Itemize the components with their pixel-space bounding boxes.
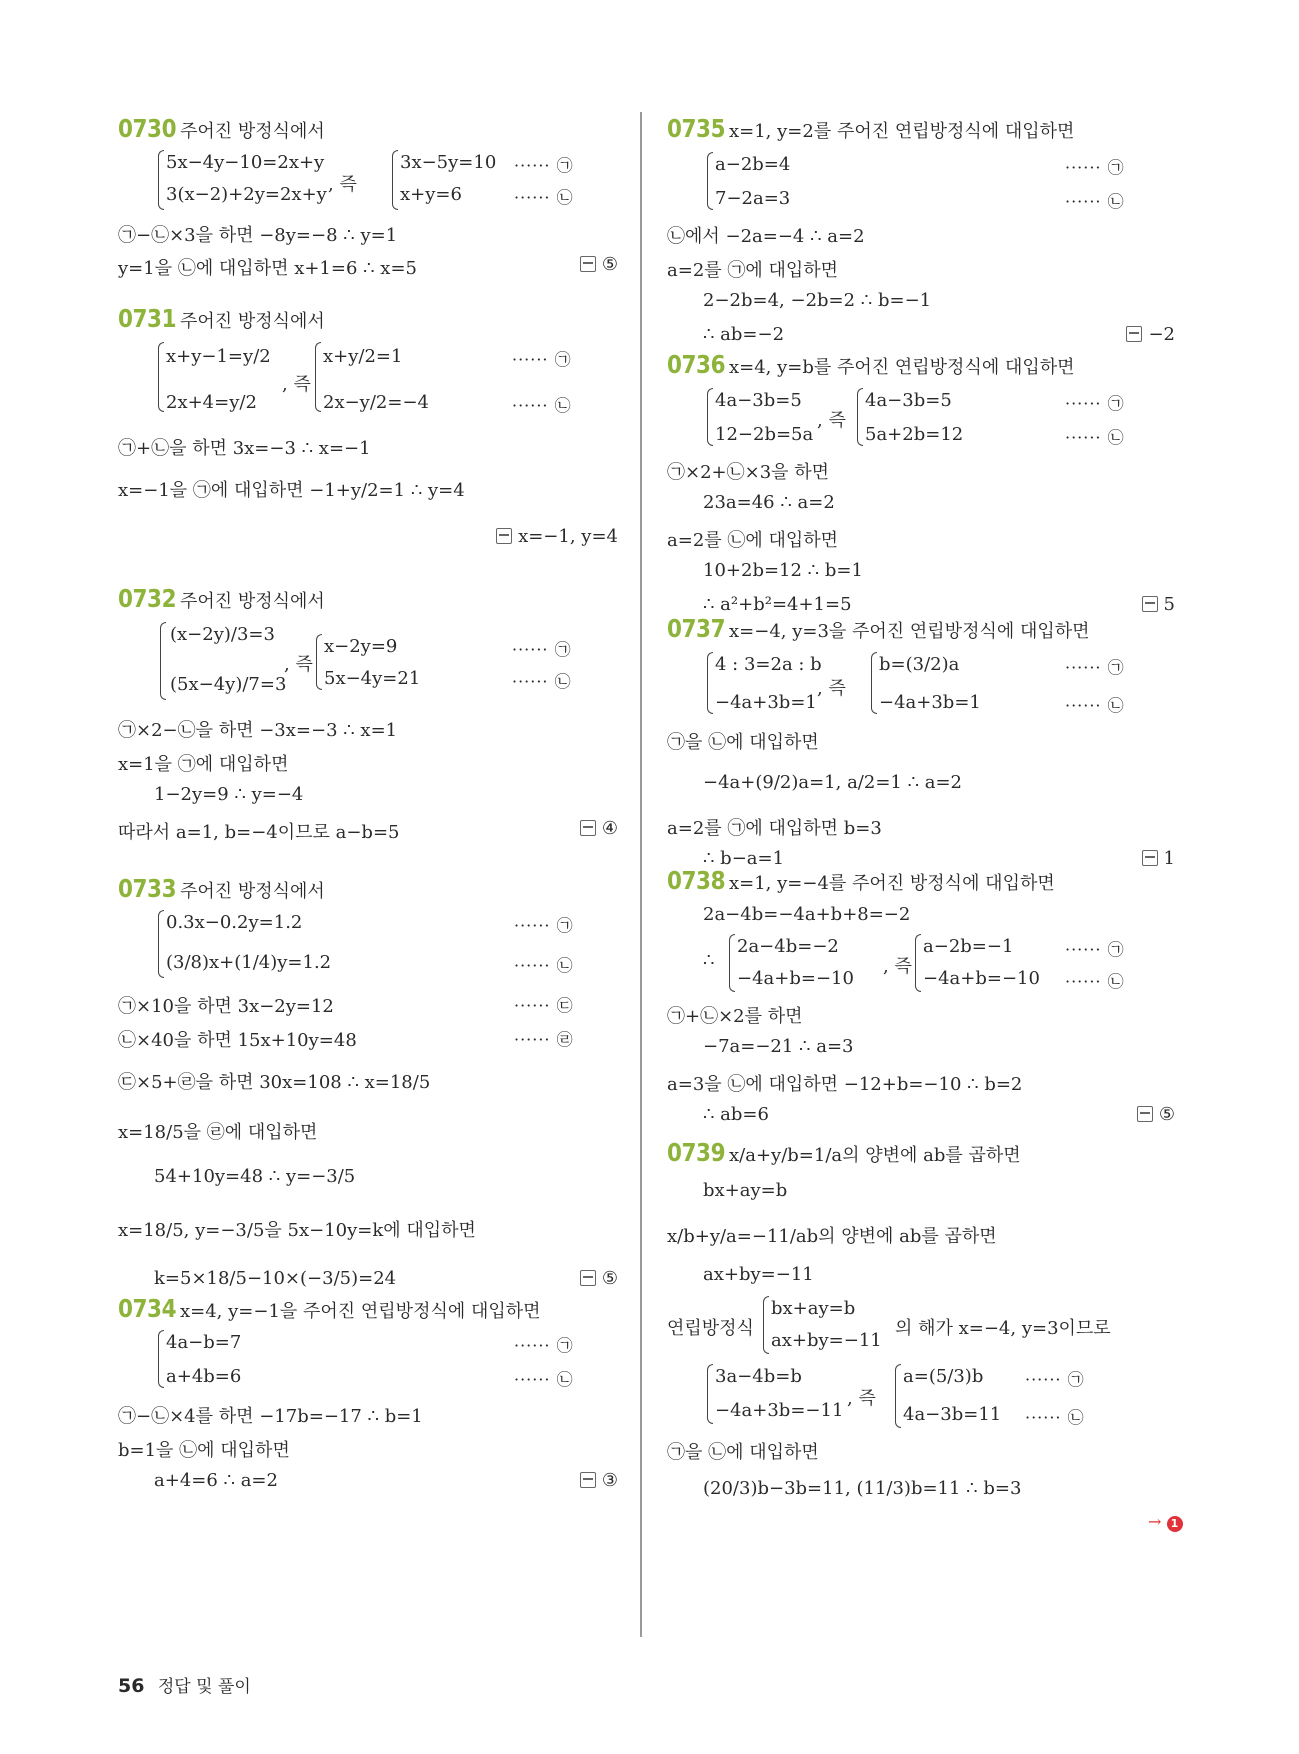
answer-icon [580, 820, 596, 836]
answer-value: ⑤ [1158, 1104, 1175, 1125]
answer-box [580, 254, 618, 275]
system-brace [316, 634, 322, 690]
problem-number: 0738 [667, 866, 726, 895]
system-brace [857, 388, 863, 446]
answer-box [580, 818, 618, 839]
equation-label: ······ ㉠ [514, 156, 574, 175]
solution-line: 연립방정식 [667, 1318, 754, 1339]
marker-note [1148, 1512, 1183, 1532]
problem-intro: 주어진 방정식에서 [180, 881, 325, 902]
problem-number: 0731 [118, 304, 177, 333]
equation-label: ······ ㉡ [512, 396, 572, 415]
solution-line: a−2b=−1 [923, 936, 1014, 957]
equation-label: ······ ㉠ [514, 1336, 574, 1355]
equation-label: ······ ㉠ [1065, 940, 1125, 959]
answer-value: −2 [1148, 324, 1175, 345]
problem-number: 0734 [118, 1294, 177, 1323]
section-title: 정답 및 풀이 [157, 1677, 251, 1697]
answer-box [1126, 324, 1175, 345]
solution-line: 4a−3b=5 [715, 390, 802, 411]
marker-arrow: → [1148, 1512, 1162, 1531]
solution-line: , 즉 [328, 174, 357, 195]
solution-line: ㉠을 ㉡에 대입하면 [667, 732, 819, 753]
answer-icon [1137, 1106, 1153, 1122]
system-brace [315, 342, 321, 412]
solution-line: ax+by=−11 [703, 1264, 814, 1285]
solution-line: ∴ ab=6 [703, 1104, 769, 1125]
solution-line: a+4=6 ∴ a=2 [154, 1470, 278, 1491]
solution-line: , 즉 [284, 654, 313, 675]
answer-value: 1 [1163, 848, 1175, 869]
solution-line: 1−2y=9 ∴ y=−4 [154, 784, 304, 805]
problem-intro: 주어진 방정식에서 [180, 591, 325, 612]
solution-line: 54+10y=48 ∴ y=−3/5 [154, 1166, 356, 1187]
answer-box [1137, 1104, 1175, 1125]
solution-line: ㉠+㉡을 하면 3x=−3 ∴ x=−1 [118, 438, 371, 459]
problem-number: 0739 [667, 1138, 726, 1167]
solution-line: ㉠×10을 하면 3x−2y=12 [118, 996, 334, 1017]
answer-icon [1126, 326, 1142, 342]
problem-header [667, 344, 1175, 384]
solution-line: bx+ay=b [703, 1180, 788, 1201]
solution-line: bx+ay=b [771, 1298, 856, 1319]
answer-value: 5 [1163, 594, 1175, 615]
problem-header [667, 1132, 1175, 1172]
problem-0739 [667, 1132, 1175, 1499]
problem-header [667, 860, 1175, 900]
problem-intro: x=4, y=b를 주어진 연립방정식에 대입하면 [729, 357, 1075, 378]
solution-line: (3/8)x+(1/4)y=1.2 [166, 952, 332, 973]
solution-line: , 즉 [817, 678, 846, 699]
solution-line: ㉠×2+㉡×3을 하면 [667, 462, 830, 483]
equation-label: ······ ㉡ [1065, 972, 1125, 991]
answer-value: x=−1, y=4 [518, 526, 618, 547]
equation-label: ······ ㉣ [514, 1030, 574, 1049]
problem-header [667, 608, 1175, 648]
solution-line: 2a−4b=−2 [737, 936, 839, 957]
solution-line: 5a+2b=12 [865, 424, 964, 445]
solution-line: , 즉 [847, 1388, 876, 1409]
solution-line: −4a+3b=−11 [715, 1400, 844, 1421]
solution-line: , 즉 [817, 410, 846, 431]
solution-line: a=(5/3)b [903, 1366, 984, 1387]
problem-header [118, 868, 618, 908]
solution-line: 4a−b=7 [166, 1332, 242, 1353]
solution-line: x=18/5을 ㉣에 대입하면 [118, 1122, 318, 1143]
system-brace [160, 622, 166, 700]
problem-number: 0735 [667, 114, 726, 143]
equation-label: ······ ㉠ [1025, 1370, 1085, 1389]
solution-line: 3a−4b=b [715, 1366, 802, 1387]
equation-label: ······ ㉠ [512, 640, 572, 659]
problem-0732 [118, 578, 618, 843]
problem-intro: x/a+y/b=1/a의 양변에 ab를 곱하면 [729, 1145, 1021, 1166]
equation-label: ······ ㉡ [1065, 696, 1125, 715]
problem-0736 [667, 344, 1175, 615]
solution-line: 3(x−2)+2y=2x+y [166, 184, 327, 205]
solution-line: 12−2b=5a [715, 424, 814, 445]
problem-number: 0733 [118, 874, 177, 903]
equation-label: ······ ㉡ [1065, 192, 1125, 211]
system-brace [915, 934, 921, 992]
system-brace [895, 1364, 901, 1428]
equation-label: ······ ㉠ [1065, 658, 1125, 677]
solution-line: k=5×18/5−10×(−3/5)=24 [154, 1268, 397, 1289]
solution-line: −4a+(9/2)a=1, a/2=1 ∴ a=2 [703, 772, 963, 793]
solution-line: x/b+y/a=−11/ab의 양변에 ab를 곱하면 [667, 1226, 997, 1247]
system-brace [707, 388, 713, 446]
problem-header [667, 108, 1175, 148]
answer-box [580, 1268, 618, 1289]
solution-line: a−2b=4 [715, 154, 791, 175]
solution-line: 5x−4y=21 [324, 668, 421, 689]
solution-line: 4a−3b=5 [865, 390, 952, 411]
solution-line: x+y/2=1 [323, 346, 403, 367]
solution-line: x−2y=9 [324, 636, 398, 657]
solution-line: 5x−4y−10=2x+y [166, 152, 325, 173]
solution-line: a=2를 ㉠에 대입하면 [667, 260, 839, 281]
system-brace [158, 1330, 164, 1388]
solution-line: ㉠을 ㉡에 대입하면 [667, 1442, 819, 1463]
system-brace [158, 342, 164, 412]
system-brace [729, 934, 735, 992]
solution-line: y=1을 ㉡에 대입하면 x+1=6 ∴ x=5 [118, 258, 417, 279]
solution-line: , 즉 [282, 374, 311, 395]
page-footer [118, 1672, 251, 1697]
problem-number: 0737 [667, 614, 726, 643]
answer-value: ④ [601, 818, 618, 839]
answer-icon [580, 256, 596, 272]
equation-label: ······ ㉡ [514, 956, 574, 975]
solution-line: ∴ [703, 950, 715, 971]
solution-line: −4a+3b=1 [879, 692, 981, 713]
answer-value: ⑤ [601, 254, 618, 275]
equation-label: ······ ㉡ [1065, 428, 1125, 447]
problem-header [118, 108, 618, 148]
solution-line: ㉠−㉡×4를 하면 −17b=−17 ∴ b=1 [118, 1406, 423, 1427]
equation-label: ······ ㉠ [512, 350, 572, 369]
solution-line: 10+2b=12 ∴ b=1 [703, 560, 863, 581]
solution-line: 7−2a=3 [715, 188, 791, 209]
system-brace [871, 652, 877, 714]
solution-line: 0.3x−0.2y=1.2 [166, 912, 303, 933]
problem-number: 0736 [667, 350, 726, 379]
page-number: 56 [118, 1675, 145, 1697]
solution-line: −4a+3b=1 [715, 692, 817, 713]
solution-line: (5x−4y)/7=3 [170, 674, 287, 695]
problem-0731 [118, 298, 618, 547]
solution-line: ㉡×40을 하면 15x+10y=48 [118, 1030, 357, 1051]
problem-0735 [667, 108, 1175, 345]
solution-line: ax+by=−11 [771, 1330, 882, 1351]
solution-line: x=18/5, y=−3/5을 5x−10y=k에 대입하면 [118, 1220, 476, 1241]
column-divider [640, 112, 642, 1637]
solution-line: a+4b=6 [166, 1366, 242, 1387]
solution-line: a=2를 ㉡에 대입하면 [667, 530, 839, 551]
problem-0733 [118, 868, 618, 1289]
solution-line: x+y−1=y/2 [166, 346, 271, 367]
solution-line: 3x−5y=10 [400, 152, 497, 173]
problem-header [118, 1288, 618, 1328]
answer-icon [496, 528, 512, 544]
equation-label: ······ ㉡ [514, 1370, 574, 1389]
solution-line: 4 : 3=2a : b [715, 654, 822, 675]
problem-intro: x=−4, y=3을 주어진 연립방정식에 대입하면 [729, 621, 1090, 642]
problem-0737 [667, 608, 1175, 869]
problem-intro: x=4, y=−1을 주어진 연립방정식에 대입하면 [180, 1301, 541, 1322]
solution-line: −7a=−21 ∴ a=3 [703, 1036, 854, 1057]
answer-box [496, 526, 618, 547]
solution-line: a=3을 ㉡에 대입하면 −12+b=−10 ∴ b=2 [667, 1074, 1023, 1095]
solution-line: x+y=6 [400, 184, 462, 205]
solution-line: ㉠×2−㉡을 하면 −3x=−3 ∴ x=1 [118, 720, 398, 741]
solution-line: 따라서 a=1, b=−4이므로 a−b=5 [118, 822, 400, 843]
solution-line: 2−2b=4, −2b=2 ∴ b=−1 [703, 290, 932, 311]
problem-number: 0732 [118, 584, 177, 613]
solution-line: a=2를 ㉠에 대입하면 b=3 [667, 818, 882, 839]
solution-line: x=−1을 ㉠에 대입하면 −1+y/2=1 ∴ y=4 [118, 480, 465, 501]
problem-intro: 주어진 방정식에서 [180, 311, 325, 332]
problem-header [118, 578, 618, 618]
equation-label: ······ ㉡ [512, 672, 572, 691]
answer-icon [580, 1472, 596, 1488]
solution-line: 2a−4b=−4a+b+8=−2 [703, 904, 911, 925]
solution-line: ∴ b−a=1 [703, 848, 785, 869]
problem-header [118, 298, 618, 338]
solution-line: 2x+4=y/2 [166, 392, 257, 413]
equation-label: ······ ㉡ [1025, 1408, 1085, 1427]
problem-intro: x=1, y=−4를 주어진 방정식에 대입하면 [729, 873, 1055, 894]
system-brace [158, 150, 164, 210]
solution-line: ∴ a²+b²=4+1=5 [703, 594, 852, 615]
answer-box [580, 1470, 618, 1491]
system-brace [707, 652, 713, 714]
solution-line: 4a−3b=11 [903, 1404, 1002, 1425]
problem-number: 0730 [118, 114, 177, 143]
solution-line: ㉡에서 −2a=−4 ∴ a=2 [667, 226, 865, 247]
problem-0738 [667, 860, 1175, 1125]
solution-line: (20/3)b−3b=11, (11/3)b=11 ∴ b=3 [703, 1478, 1022, 1499]
system-brace [392, 150, 398, 210]
system-brace [763, 1296, 769, 1354]
solution-line: b=1을 ㉡에 대입하면 [118, 1440, 290, 1461]
solution-line: ㉢×5+㉣을 하면 30x=108 ∴ x=18/5 [118, 1072, 431, 1093]
solution-line: , 즉 [883, 956, 912, 977]
equation-label: ······ ㉡ [514, 188, 574, 207]
solution-line: 2x−y/2=−4 [323, 392, 429, 413]
problem-intro: 주어진 방정식에서 [180, 121, 325, 142]
equation-label: ······ ㉢ [514, 996, 574, 1015]
solution-line: 의 해가 x=−4, y=3이므로 [895, 1318, 1111, 1339]
system-brace [158, 910, 164, 978]
solution-line: ㉠+㉡×2를 하면 [667, 1006, 803, 1027]
solution-line: x=1을 ㉠에 대입하면 [118, 754, 289, 775]
solution-line: 23a=46 ∴ a=2 [703, 492, 835, 513]
solution-line: b=(3/2)a [879, 654, 960, 675]
system-brace [707, 1364, 713, 1424]
solution-line: −4a+b=−10 [737, 968, 854, 989]
solution-line: ㉠−㉡×3을 하면 −8y=−8 ∴ y=1 [118, 225, 398, 246]
problem-0734 [118, 1288, 618, 1491]
solution-line: (x−2y)/3=3 [170, 624, 275, 645]
answer-value: ⑤ [601, 1268, 618, 1289]
equation-label: ······ ㉠ [514, 916, 574, 935]
answer-icon [580, 1270, 596, 1286]
problem-0730 [118, 108, 618, 279]
answer-value: ③ [601, 1470, 618, 1491]
equation-label: ······ ㉠ [1065, 158, 1125, 177]
system-brace [707, 152, 713, 210]
solution-line: −4a+b=−10 [923, 968, 1040, 989]
equation-label: ······ ㉠ [1065, 394, 1125, 413]
solution-line: ∴ ab=−2 [703, 324, 785, 345]
marker-number: 1 [1167, 1516, 1183, 1532]
problem-intro: x=1, y=2를 주어진 연립방정식에 대입하면 [729, 121, 1075, 142]
